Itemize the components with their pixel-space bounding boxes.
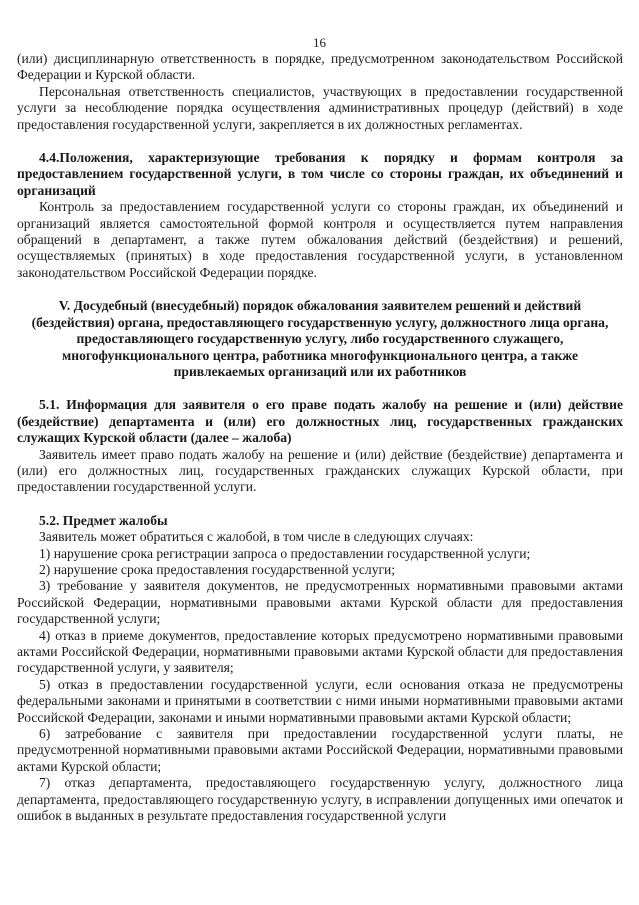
section-heading-5-2: 5.2. Предмет жалобы bbox=[39, 512, 168, 528]
paragraph-right-to-complain: Заявитель имеет право подать жалобу на решение и (или) действие (бездействие) департамента и (или) его должностных лиц, государственных гражданских служащих Курской области, при предоставлении государственной услуги. bbox=[17, 446, 623, 495]
list-item: 2) нарушение срока предоставления государственной услуги; bbox=[39, 561, 396, 577]
list-item: 7) отказ департамента, предоставляющего государственную услугу, должностного лица департамента, предоставляющего государственную услугу, в исправлении допущенных ими опечаток и ошибок в выданных в результате предоставления государственной услуги bbox=[17, 775, 623, 824]
list-item: 1) нарушение срока регистрации запроса о предоставлении государственной услуги; bbox=[39, 545, 531, 561]
list-item: 3) требование у заявителя документов, не предусмотренных нормативными правовыми актами Российской Федерации, нормативными правовыми актами Курской области для предоставления государственной услуги; bbox=[17, 578, 623, 627]
paragraph-personal-responsibility: Персональная ответственность специалистов, участвующих в предоставлении государственной услуги за несоблюдение порядка осуществления административных процедур (действий) в ходе предоставления государственной услуги, закрепляется в их должностных регламентах. bbox=[17, 83, 623, 132]
section-heading-4-4: 4.4.Положения, характеризующие требования к порядку и формам контроля за предоставлением государственной услуги, в том числе со стороны граждан, их объединений и организаций bbox=[17, 150, 623, 198]
list-item: 6) затребование с заявителя при предоставлении государственной услуги платы, не предусмотренной нормативными правовыми актами Российской Федерации, нормативными правовыми актами Курской области; bbox=[17, 726, 623, 774]
section-heading-5-1: 5.1. Информация для заявителя о его праве подать жалобу на решение и (или) действие (бездействие) департамента и (или) его должностных лиц, государственных гражданских служащих Курской области (далее – жалоба) bbox=[17, 397, 623, 446]
list-item: 5) отказ в предоставлении государственной услуги, если основания отказа не предусмотрены федеральными законами и принятыми в соответствии с ними иными нормативными правовыми актами Российской Федерации, законами и иными нормативными правовыми актами Курской области; bbox=[17, 676, 623, 725]
paragraph-liability-end: (или) дисциплинарную ответственность в порядке, предусмотренном законодательством Российской Федерации и Курской области. bbox=[17, 51, 623, 83]
paragraph-complaint-cases-intro: Заявитель может обратиться с жалобой, в том числе в следующих случаях: bbox=[39, 529, 474, 545]
page-number: 16 bbox=[313, 35, 326, 50]
chapter-heading-v: V. Досудебный (внесудебный) порядок обжалования заявителем решений и действий (бездействия) органа, предоставляющего государственную услугу, должностного лица органа, предоставляющего государственную услугу, либо государственного служащего, многофункционального центра, работника многофункционального центра, а также привлекаемых организаций или их работников bbox=[31, 298, 609, 379]
paragraph-citizen-control: Контроль за предоставлением государственной услуги со стороны граждан, их объединений и организаций является самостоятельной формой контроля и осуществляется путем направления обращений в департамент, а также путем обжалования действий (бездействия) и решений, осуществляемых (принятых) в ходе предоставления государственной услуги, в установленном законодательством Российской Федерации порядке. bbox=[17, 199, 623, 280]
list-item: 4) отказ в приеме документов, предоставление которых предусмотрено нормативными правовыми актами Российской Федерации, нормативными правовыми актами Курской области для предоставления государственной услуги, у заявителя; bbox=[17, 627, 623, 676]
document-body bbox=[17, 51, 623, 824]
